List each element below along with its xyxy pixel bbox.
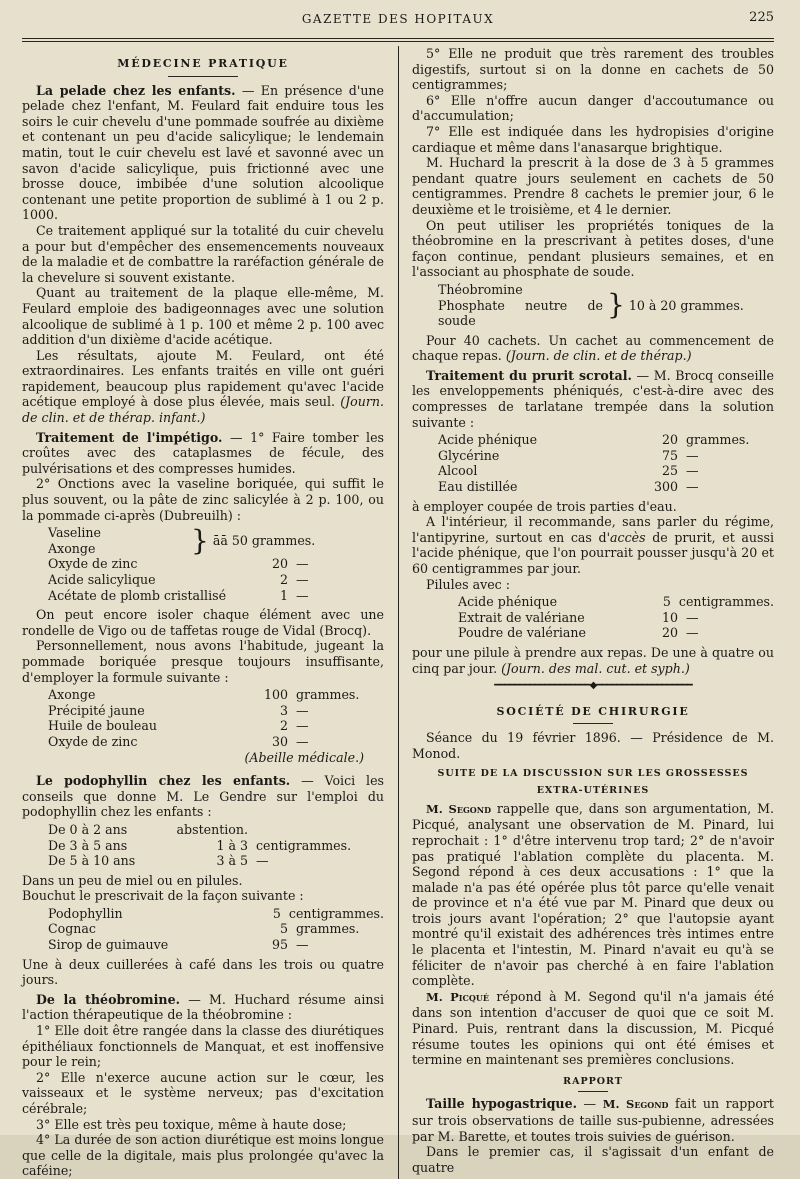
pelade-p3: Quant au traitement de la plaque elle-même, M. Feulard emploie des badigeonnages avec une solution alcoolique de sublimé à 1 p. 100 et même 2 p. 100 avec addition d'un dixième d'acide acétique. bbox=[22, 285, 384, 348]
brace-item: Phosphate neutre de soude bbox=[438, 297, 603, 329]
dosage-row bbox=[22, 853, 384, 869]
ingredient-name: Extrait de valériane bbox=[458, 609, 585, 625]
theobromine-item: 1° Elle doit être rangée dans la classe des diurétiques épithéliaux fonctionnels de Manquat, et est inoffensive pour le rein; bbox=[22, 1023, 384, 1070]
ornament-rule: ━━━━━━━━━━━━━━━━━━━◆━━━━━━━━━━━━━━━━━━━ bbox=[494, 680, 692, 692]
ingredient-name: Eau distillée bbox=[438, 479, 518, 495]
columns bbox=[22, 46, 774, 1179]
ingredient-name: Acide phénique bbox=[458, 594, 558, 610]
theobromine-p-dose: M. Huchard la prescrit à la dose de 3 à 5 grammes pendant quatre jours seulement en cachets de 50 centigrammes. Prendre 8 cachets le premier jour, 6 le deuxième et le troisième, et 4 le dernier. bbox=[412, 155, 774, 217]
ingredient-name: Alcool bbox=[438, 463, 478, 479]
pelade-ref: (Journ. de clin. et de thérap. infant.) bbox=[22, 394, 384, 426]
dosage-qty: 3 à 5 bbox=[216, 853, 248, 869]
ingredient-qty: 5 bbox=[662, 594, 671, 610]
ingredient-name: Poudre de valériane bbox=[458, 625, 586, 641]
impetigo-p4: Personnellement, nous avons l'habitude, jugeant la pommade boriquée presque toujours insuffisante, d'employer la formule suivante : bbox=[22, 638, 384, 685]
prurit-text-3a: A l'intérieur, il recommande, sans parler du régime, l'antipyrine, surtout en cas d' bbox=[412, 514, 774, 545]
ingredient-name: Oxyde de zinc bbox=[48, 556, 138, 572]
recipe-row bbox=[22, 703, 384, 719]
theobromine-item: 2° Elle n'exerce aucune action sur le cœur, les vaisseaux et le système nerveux; pas d'excitation cérébrale; bbox=[22, 1069, 384, 1116]
ingredient-unit: — bbox=[686, 479, 699, 495]
picque-p bbox=[412, 989, 774, 1068]
ingredient-qty: 5 bbox=[279, 921, 288, 937]
suite-title-2: EXTRA-UTÉRINES bbox=[536, 785, 650, 797]
segond-text: rappelle que, dans son argumentation, M. Picqué, analysant une observation de M. Pinard, lui reprochait : 1° d'être intervenu trop tard; 2° de n'avoir pas pratiqué l'ablation complète du placenta. M. Segond répond à ces deux accusations : 1° que la malade n'a pas été opérée plus tôt parce qu'elle venait de province et n'a été vue par M. Pinard que deux ou trois jours avant l'opération; 2° que l'autopsie ayant montré qu'il existait des adhérences très intimes entre le placenta et l'intestin, M. Pinard n'avait eu qu'à se féliciter de n'avoir pas cherché à en faire l'ablation complète. bbox=[412, 800, 774, 989]
ingredient-qty: 20 bbox=[271, 556, 288, 572]
section-title-societe: SOCIÉTÉ DE CHIRURGIE bbox=[496, 704, 690, 718]
recipe-row bbox=[22, 556, 384, 572]
podophyllin-dosage bbox=[22, 822, 384, 869]
rapport-title: RAPPORT bbox=[563, 1075, 623, 1087]
brace-symbol: } bbox=[190, 523, 209, 557]
ingredient-unit: — bbox=[686, 625, 699, 641]
segond-p bbox=[412, 801, 774, 989]
ingredient-qty: 1 bbox=[279, 587, 288, 603]
taille-dash: — bbox=[576, 1096, 603, 1112]
section-rule bbox=[573, 723, 613, 724]
recipe-row bbox=[412, 479, 774, 495]
speaker-segond: M. Segond bbox=[426, 801, 492, 816]
recipe-row bbox=[22, 687, 384, 703]
dosage-age: De 0 à 2 ans bbox=[48, 821, 128, 837]
ingredient-qty: 10 bbox=[661, 609, 678, 625]
recipe-row bbox=[22, 572, 384, 588]
cachets-text: Pour 40 cachets. Un cachet au commencement de chaque repas. bbox=[412, 332, 774, 364]
prurit-recipe bbox=[412, 432, 774, 494]
ingredient-qty: 5 bbox=[272, 905, 281, 921]
ingredient-unit: grammes. bbox=[296, 687, 360, 703]
theobromine-item: 6° Elle n'offre aucun danger d'accoutumance ou d'accumulation; bbox=[412, 92, 774, 124]
prurit-text-3b: de prurit, et aussi l'acide phénique, que l'on pourrait pousser jusqu'à 20 et 60 centigrammes par jour. bbox=[412, 529, 774, 576]
impetigo-p3: On peut encore isoler chaque élément avec une rondelle de Vigo ou de taffetas rouge de Vidal (Brocq). bbox=[22, 607, 384, 638]
impetigo-text-1: — 1° Faire tomber les croûtes avec des cataplasmes de fécule, des pulvérisations et des compresses humides. bbox=[22, 429, 384, 476]
theobromine-item: 7° Elle est indiquée dans les hydropisies d'origine cardiaque et même dans l'anasarque brightique. bbox=[412, 123, 774, 155]
dosage-qty: abstention. bbox=[176, 821, 248, 837]
ingredient-unit: — bbox=[686, 609, 699, 625]
theobromine-heading: De la théobromine. bbox=[36, 991, 180, 1007]
section-rule bbox=[578, 1091, 608, 1092]
ingredient-qty: 20 bbox=[661, 432, 678, 448]
prurit-text-3em: accès bbox=[610, 529, 646, 545]
theobromine-p1 bbox=[22, 992, 384, 1023]
right-column bbox=[412, 46, 774, 1179]
brace-qty: āā 50 grammes. bbox=[212, 533, 316, 549]
dosage-row bbox=[22, 838, 384, 854]
ingredient-qty: 30 bbox=[271, 733, 288, 749]
recipe-row bbox=[412, 610, 774, 626]
taille-heading: Taille hypogastrique. bbox=[426, 1096, 577, 1112]
pelade-p2: Ce traitement appliqué sur la totalité du cuir chevelu a pour but d'empêcher des ensemencements nouveaux de la maladie et de combattre la raréfaction générale de la chevelure si souvent existante. bbox=[22, 222, 384, 285]
recipe-row bbox=[412, 448, 774, 464]
pelade-p4 bbox=[22, 348, 384, 426]
page-number: 225 bbox=[749, 10, 774, 25]
podophyllin-p3: Bouchut le prescrivait de la façon suivante : bbox=[22, 888, 304, 904]
ingredient-name: Cognac bbox=[48, 921, 96, 937]
ingredient-unit: — bbox=[296, 718, 309, 734]
podophyllin-text-1: — Voici les conseils que donne M. Le Gendre sur l'emploi du podophyllin chez les enfants : bbox=[22, 773, 384, 820]
dosage-row bbox=[22, 822, 384, 838]
recipe-row bbox=[22, 921, 384, 937]
prurit-ref: (Journ. des mal. cut. et syph.) bbox=[501, 660, 690, 676]
brace-qty: 10 à 20 grammes. bbox=[628, 297, 744, 313]
prurit-heading: Traitement du prurit scrotal. bbox=[426, 367, 632, 383]
brace-item: Théobromine bbox=[438, 281, 523, 297]
left-column bbox=[22, 46, 384, 1179]
theobromine-item: 3° Elle est très peu toxique, même à haute dose; bbox=[36, 1116, 347, 1132]
section-title-medecine: MÉDECINE PRATIQUE bbox=[117, 57, 289, 70]
section-rule bbox=[168, 76, 238, 77]
taille-p bbox=[412, 1096, 774, 1144]
prurit-p5 bbox=[412, 645, 774, 676]
brace-group bbox=[22, 525, 384, 556]
ingredient-name: Acétate de plomb cristallisé bbox=[48, 587, 227, 603]
ingredient-qty: 300 bbox=[653, 479, 678, 495]
prurit-p4: Pilules avec : bbox=[426, 576, 510, 592]
ingredient-name: Axonge bbox=[48, 687, 96, 703]
ingredient-name: Acide phénique bbox=[438, 432, 538, 448]
column-divider bbox=[398, 46, 399, 1179]
journal-title: GAZETTE DES HOPITAUX bbox=[301, 12, 495, 26]
brace-item: Vaseline bbox=[48, 525, 101, 541]
picque-text: répond à M. Segond qu'il n'a jamais été dans son intention d'accuser de quoi que ce soit M. Pinard. Puis, rentrant dans la discussion, M. Picqué résume toutes les opinions qui ont été émises et termine en maintenant ses premières conclusions. bbox=[412, 988, 774, 1068]
ingredient-name: Oxyde de zinc bbox=[48, 733, 138, 749]
ingredient-unit: — bbox=[296, 733, 309, 749]
impetigo-recipe-2 bbox=[22, 687, 384, 765]
podophyllin-p2: Dans un peu de miel ou en pilules. bbox=[22, 872, 243, 888]
ingredient-unit: — bbox=[686, 463, 699, 479]
pilules-recipe bbox=[412, 594, 774, 641]
theobromine-item: 4° La durée de son action diurétique est moins longue que celle de la digitale, mais plus prolongée qu'avec la caféine; bbox=[22, 1132, 384, 1179]
ingredient-unit: centigrammes. bbox=[288, 905, 384, 921]
recipe-row bbox=[22, 588, 384, 604]
theobromine-ref: (Journ. de clin. et de thérap.) bbox=[505, 348, 692, 364]
dosage-age: De 5 à 10 ans bbox=[48, 853, 136, 869]
brace-symbol: } bbox=[607, 288, 625, 322]
ingredient-unit: grammes. bbox=[686, 432, 750, 448]
ingredient-qty: 95 bbox=[271, 937, 288, 953]
pelade-heading: La pelade chez les enfants. bbox=[36, 82, 236, 98]
ingredient-qty: 25 bbox=[661, 463, 678, 479]
pelade-p1 bbox=[22, 83, 384, 223]
ingredient-name: Huile de bouleau bbox=[48, 718, 157, 734]
ingredient-name: Acide salicylique bbox=[48, 572, 156, 587]
ingredient-unit: — bbox=[296, 587, 309, 603]
recipe-row bbox=[22, 906, 384, 922]
prurit-p2: à employer coupée de trois parties d'eau. bbox=[412, 498, 677, 514]
header-rule-thin bbox=[22, 41, 774, 42]
podophyllin-recipe bbox=[22, 906, 384, 953]
impetigo-recipe-1 bbox=[22, 525, 384, 603]
podophyllin-heading: Le podophyllin chez les enfants. bbox=[36, 773, 291, 789]
prurit-p1 bbox=[412, 368, 774, 430]
brace-item: Axonge bbox=[48, 540, 96, 556]
pelade-text-1: — En présence d'une pelade chez l'enfant, M. Feulard fait enduire tous les soirs le cuir chevelu d'une pommade soufrée au dixième et contenant un peu d'acide salicylique; le lendemain matin, tout le cuir chevelu est lavé et savonné avec un savon d'acide salicylique, puis frictionné avec une brosse douce, imbibée d'une solution alcoolique contenant une petite proportion de sublimé à 1 ou 2 p. 1000. bbox=[22, 82, 384, 223]
dosage-age: De 3 à 5 ans bbox=[48, 837, 128, 853]
pelade-text-4: Les résultats, ajoute M. Feulard, ont été extraordinaires. Les enfants traités en ville ont guéri rapidement, beaucoup plus rapidement qu'avec l'acide acétique employé à dose plus élevée, mais seul. bbox=[22, 347, 384, 410]
ingredient-qty: 20 bbox=[661, 625, 678, 641]
impetigo-p1 bbox=[22, 430, 384, 477]
header-rule bbox=[22, 38, 774, 39]
dosage-unit: — bbox=[256, 853, 269, 869]
ingredient-unit: — bbox=[296, 937, 309, 953]
prurit-p3 bbox=[412, 514, 774, 576]
recipe-row bbox=[22, 718, 384, 734]
recipe-row bbox=[412, 625, 774, 641]
seance-line: Séance du 19 février 1896. — Présidence de M. Monod. bbox=[412, 730, 774, 761]
theobromine-recipe bbox=[412, 282, 774, 329]
theobromine-text-1: — M. Huchard résume ainsi l'action thérapeutique de la théobromine : bbox=[22, 991, 385, 1023]
ingredient-qty: 2 bbox=[279, 718, 288, 734]
recipe-row bbox=[22, 734, 384, 750]
suite-title-1: SUITE DE LA DISCUSSION SUR LES GROSSESSES bbox=[437, 767, 749, 779]
theobromine-p-tonic: On peut utiliser les propriétés toniques de la théobromine en la prescrivant à petites doses, d'une façon continue, pendant plusieurs semaines, et en l'associant au phosphate de soude. bbox=[412, 217, 774, 280]
ingredient-name: Précipité jaune bbox=[48, 702, 145, 718]
taille-text: fait un rapport sur trois observations de taille sus-pubienne, adressées par M. Barette, et toutes trois suivies de guérison. bbox=[412, 1096, 774, 1144]
prurit-text-1: — M. Brocq conseille les enveloppements phéniqués, c'est-à-dire avec des compresses de tarlatane trempée dans la solution suivante : bbox=[412, 367, 774, 430]
ingredient-qty: 2 bbox=[279, 572, 288, 587]
ingredient-name: Glycérine bbox=[438, 447, 500, 463]
ingredient-unit: — bbox=[296, 556, 309, 572]
speaker-segond-2: M. Segond bbox=[602, 1097, 669, 1112]
dosage-qty: 1 à 3 bbox=[216, 837, 248, 853]
ingredient-name: Sirop de guimauve bbox=[48, 937, 169, 953]
theobromine-p-cachets bbox=[412, 333, 774, 364]
ingredient-unit: grammes. bbox=[296, 921, 360, 937]
ingredient-unit: centigrammes. bbox=[678, 594, 774, 610]
ingredient-qty: 75 bbox=[661, 447, 678, 463]
recipe-row bbox=[412, 432, 774, 448]
ingredient-qty: 3 bbox=[279, 702, 288, 718]
dosage-unit: centigrammes. bbox=[256, 837, 352, 853]
impetigo-p2: 2° Onctions avec la vaseline boriquée, qui suffit le plus souvent, ou la pâte de zinc salicylée à 2 p. 100, ou la pommade ci-après (Dubreuilh) : bbox=[22, 476, 384, 523]
podophyllin-p4: Une à deux cuillerées à café dans les trois ou quatre jours. bbox=[22, 956, 384, 988]
running-header bbox=[22, 6, 774, 28]
ingredient-unit: — bbox=[296, 702, 309, 718]
ingredient-unit: — bbox=[686, 447, 699, 463]
ingredient-name: Podophyllin bbox=[48, 905, 123, 921]
theobromine-item: 5° Elle ne produit que très rarement des troubles digestifs, surtout si on la donne en cachets de 50 centigrammes; bbox=[412, 46, 774, 93]
brace-group bbox=[412, 282, 774, 329]
podophyllin-p1 bbox=[22, 773, 384, 820]
impetigo-ref: (Abeille médicale.) bbox=[244, 749, 364, 765]
recipe-row bbox=[412, 463, 774, 479]
speaker-picque: M. Picqué bbox=[426, 989, 489, 1004]
impetigo-heading: Traitement de l'impétigo. bbox=[36, 429, 223, 445]
prurit-text-5: pour une pilule à prendre aux repas. De une à quatre ou cinq par jour. bbox=[412, 644, 774, 676]
taille-p2: Dans le premier cas, il s'agissait d'un enfant de quatre bbox=[412, 1144, 774, 1175]
recipe-row bbox=[22, 937, 384, 953]
ingredient-unit: — bbox=[296, 572, 309, 587]
ingredient-qty: 100 bbox=[263, 687, 288, 703]
recipe-row bbox=[412, 594, 774, 610]
